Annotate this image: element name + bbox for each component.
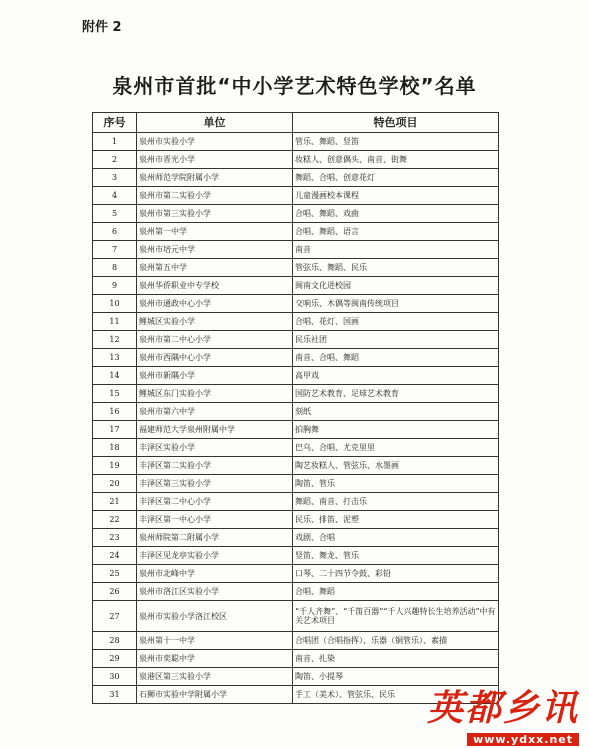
row-number: 28 [93, 632, 137, 650]
row-feature: 舞蹈、合唱、创意花灯 [293, 169, 499, 187]
row-number: 20 [93, 475, 137, 493]
table-row [93, 151, 499, 169]
watermark-logo: 英都乡讯 [426, 687, 579, 729]
table-row [93, 439, 499, 457]
row-number: 9 [93, 277, 137, 295]
row-feature: 南音 [293, 241, 499, 259]
row-feature: 国防艺术教育、足球艺术教育 [293, 385, 499, 403]
row-school: 泉州市新隅小学 [137, 367, 293, 385]
table-row [93, 277, 499, 295]
table-row [93, 223, 499, 241]
table-row [93, 313, 499, 331]
row-number: 7 [93, 241, 137, 259]
row-feature: 陶艺妆糕人、管弦乐、水墨画 [293, 457, 499, 475]
table-row [93, 367, 499, 385]
table-row [93, 331, 499, 349]
table-row [93, 632, 499, 650]
header-school: 单位 [137, 113, 293, 133]
row-school: 鲤城区实验小学 [137, 313, 293, 331]
row-feature: 交响乐、木偶等闽南传统项目 [293, 295, 499, 313]
row-number: 19 [93, 457, 137, 475]
row-number: 11 [93, 313, 137, 331]
table-row [93, 421, 499, 439]
row-feature: 刻纸 [293, 403, 499, 421]
row-feature: 合唱团（合唱指挥）、乐器（铜管乐）、素描 [293, 632, 499, 650]
row-school: 泉州市通政中心小学 [137, 295, 293, 313]
row-school: 泉州市洛江区实验小学 [137, 583, 293, 601]
table-row [93, 511, 499, 529]
row-school: 丰泽区第一中心小学 [137, 511, 293, 529]
row-number: 2 [93, 151, 137, 169]
row-feature: 合唱、花灯、国画 [293, 313, 499, 331]
row-number: 22 [93, 511, 137, 529]
row-feature: 合唱、舞蹈 [293, 583, 499, 601]
row-number: 16 [93, 403, 137, 421]
table-row [93, 457, 499, 475]
watermark-url: www.ydxx.net [467, 733, 579, 746]
row-feature: 合唱、舞蹈、语言 [293, 223, 499, 241]
row-feature: 合唱、舞蹈、戏曲 [293, 205, 499, 223]
row-feature: 管弦乐、舞蹈、民乐 [293, 259, 499, 277]
row-number: 12 [93, 331, 137, 349]
row-number: 30 [93, 668, 137, 686]
row-school: 丰泽区第二实验小学 [137, 457, 293, 475]
row-school: 石狮市实验中学附属小学 [137, 686, 293, 704]
table-row [93, 668, 499, 686]
table-row [93, 650, 499, 668]
watermark [409, 688, 579, 747]
row-number: 25 [93, 565, 137, 583]
row-feature: “千人齐舞”、“千笛百器”“千人兴趣特长生培养活动”中有关艺术项目 [293, 601, 499, 632]
row-feature: 竖笛、舞龙、管乐 [293, 547, 499, 565]
table-row [93, 403, 499, 421]
row-feature: 戏剧、合唱 [293, 529, 499, 547]
row-school: 丰泽区见龙亭实验小学 [137, 547, 293, 565]
table-row [93, 385, 499, 403]
row-school: 泉州市第二中心小学 [137, 331, 293, 349]
row-school: 泉州市第六中学 [137, 403, 293, 421]
row-school: 泉州市西隅中心小学 [137, 349, 293, 367]
row-feature: 舞蹈、南音、打击乐 [293, 493, 499, 511]
row-number: 13 [93, 349, 137, 367]
row-number: 1 [93, 133, 137, 151]
row-number: 26 [93, 583, 137, 601]
row-feature: 民乐、排笛、泥塑 [293, 511, 499, 529]
row-school: 泉州市第二实验小学 [137, 187, 293, 205]
row-feature: 陶笛、小提琴 [293, 668, 499, 686]
row-school: 泉州市第三实验小学 [137, 205, 293, 223]
row-feature: 民乐社团 [293, 331, 499, 349]
school-roster-table [92, 112, 499, 704]
table-row [93, 133, 499, 151]
row-school: 泉州市晋光小学 [137, 151, 293, 169]
row-school: 鲤城区东门实验小学 [137, 385, 293, 403]
row-school: 泉州市奕聪中学 [137, 650, 293, 668]
row-number: 23 [93, 529, 137, 547]
row-school: 泉州师范学院附属小学 [137, 169, 293, 187]
row-number: 15 [93, 385, 137, 403]
row-school: 丰泽区第三实验小学 [137, 475, 293, 493]
table-row [93, 349, 499, 367]
row-school: 福建师范大学泉州附属中学 [137, 421, 293, 439]
row-number: 29 [93, 650, 137, 668]
row-school: 泉州第五中学 [137, 259, 293, 277]
row-number: 21 [93, 493, 137, 511]
row-number: 6 [93, 223, 137, 241]
row-number: 31 [93, 686, 137, 704]
table-header-row [93, 113, 499, 133]
row-feature: 拍胸舞 [293, 421, 499, 439]
document-title: 泉州市首批“中小学艺术特色学校”名单 [112, 74, 477, 98]
header-number: 序号 [93, 113, 137, 133]
row-number: 5 [93, 205, 137, 223]
row-number: 27 [93, 601, 137, 632]
table-row [93, 493, 499, 511]
row-school: 丰泽区第二中心小学 [137, 493, 293, 511]
table-row [93, 205, 499, 223]
table-row [93, 241, 499, 259]
row-feature: 南音、合唱、舞蹈 [293, 349, 499, 367]
row-number: 10 [93, 295, 137, 313]
row-number: 4 [93, 187, 137, 205]
row-school: 泉州师院第二附属小学 [137, 529, 293, 547]
table-row [93, 259, 499, 277]
row-school: 泉州第一中学 [137, 223, 293, 241]
row-school: 泉州第十一中学 [137, 632, 293, 650]
table-row [93, 565, 499, 583]
row-school: 泉州市实验小学 [137, 133, 293, 151]
table-row [93, 475, 499, 493]
row-feature: 陶笛、管乐 [293, 475, 499, 493]
row-feature: 妆糕人、创意偶头、南音、街舞 [293, 151, 499, 169]
attachment-label: 附件 2 [82, 20, 122, 35]
table-row [93, 529, 499, 547]
row-school: 丰泽区实验小学 [137, 439, 293, 457]
row-feature: 管乐、舞蹈、竖笛 [293, 133, 499, 151]
row-feature: 南音、扎染 [293, 650, 499, 668]
table-row [93, 187, 499, 205]
row-number: 8 [93, 259, 137, 277]
table-row [93, 547, 499, 565]
row-number: 24 [93, 547, 137, 565]
header-feature: 特色项目 [293, 113, 499, 133]
row-school: 泉州华侨职业中专学校 [137, 277, 293, 295]
row-number: 18 [93, 439, 137, 457]
row-feature: 闽南文化进校园 [293, 277, 499, 295]
table-row [93, 583, 499, 601]
row-school: 泉州市实验小学洛江校区 [137, 601, 293, 632]
row-feature: 口琴、二十四节令鼓、彩铅 [293, 565, 499, 583]
row-feature: 高甲戏 [293, 367, 499, 385]
row-feature: 儿童漫画校本课程 [293, 187, 499, 205]
row-number: 17 [93, 421, 137, 439]
row-school: 泉州市北峰中学 [137, 565, 293, 583]
row-school: 泉港区第三实验小学 [137, 668, 293, 686]
row-feature: 巴乌、合唱、尤克里里 [293, 439, 499, 457]
row-number: 14 [93, 367, 137, 385]
table-row [93, 169, 499, 187]
row-school: 泉州市培元中学 [137, 241, 293, 259]
table-body [93, 133, 499, 704]
table-row [93, 295, 499, 313]
table-row [93, 601, 499, 632]
row-number: 3 [93, 169, 137, 187]
row-feature: 手工（美术）、管弦乐、民乐 [293, 686, 499, 704]
